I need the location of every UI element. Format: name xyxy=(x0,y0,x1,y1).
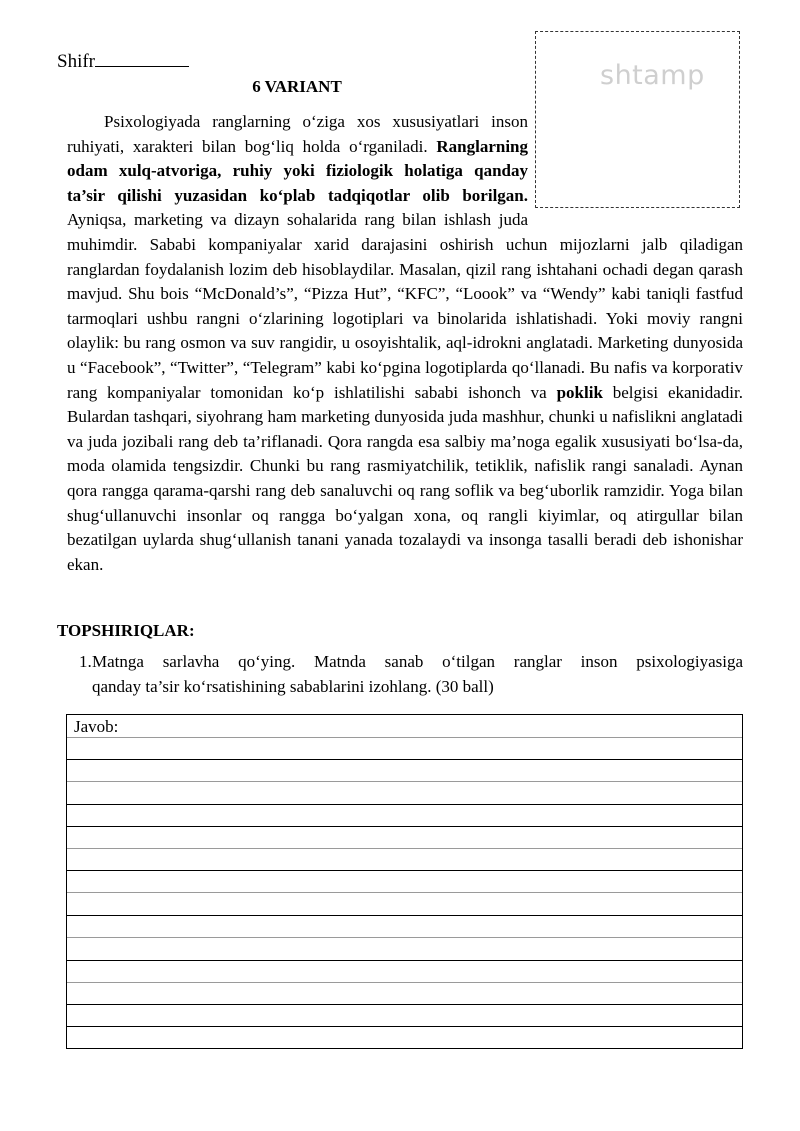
answer-line[interactable] xyxy=(67,848,742,849)
stamp-placeholder: shtamp xyxy=(600,60,705,91)
task-text xyxy=(92,650,743,699)
passage-text-part-2: Ayniqsa, marketing va dizayn sohalarida rang bilan ishlash juda muhimdir. Sababi kompaniyalar xarid darajasini oshirish uchun mijozlarni jalb qiladigan ranglardan foydalanish lozim deb hisoblaydilar. Masalan, qizil rang ishtahani ochadi degan qarash mavjud. Shu bois “McDonald’s”, “Pizza Hut”, “KFC”, “Loook” va “Wendy” kabi taniqli fastfud tarmoqlari ushbu rangni o‘zlarining logotiplari va binolarida ishlatishadi. Yoki moviy rangni olaylik: bu rang osmon va suv rangidir, u osoyishtalik, aql-idrokni anglatadi. Marketing dunyosida u “Facebook”, “Twitter”, “Telegram” kabi ko‘pgina logotiplarda qo‘llanadi. Bu nafis va korporativ rang kompaniyalar tomonidan ko‘p ishlatilishi sababi ishonch va xyxy=(67,210,743,402)
answer-line[interactable] xyxy=(67,915,742,916)
passage-bold-sentence: Ranglarning odam xulq-atvoriga, ruhiy yoki fiziologik holatiga qanday ta’sir qilishi yuzasidan ko‘plab tadqiqotlar olib borilgan. xyxy=(67,136,528,205)
tasks-heading: TOPSHIRIQLAR: xyxy=(57,621,195,640)
answer-line[interactable] xyxy=(67,737,742,738)
answer-line[interactable] xyxy=(67,826,742,827)
task-text-line-2: qanday ta’sir ko‘rsatishining sabablarini izohlang. (30 ball) xyxy=(92,676,494,696)
cipher-blank-line[interactable] xyxy=(95,48,189,67)
answer-line[interactable] xyxy=(67,759,742,760)
task-item xyxy=(79,650,743,699)
task-text-line-1: Matnga sarlavha qo‘ying. Matnda sanab o‘tilgan ranglar inson psixologiyasiga xyxy=(92,652,743,671)
variant-title: 6 VARIANT xyxy=(252,77,342,96)
answer-line[interactable] xyxy=(67,960,742,961)
reading-passage xyxy=(67,110,743,577)
answer-line[interactable] xyxy=(67,1004,742,1005)
answer-line[interactable] xyxy=(67,1026,742,1027)
answer-line[interactable] xyxy=(67,892,742,893)
answer-box[interactable] xyxy=(66,714,743,1049)
passage-text-part-3: belgisi ekanidadir. Bulardan tashqari, siyohrang ham marketing dunyosida juda mashhur, chunki u nafislikni anglatadi va juda jozibali rang deb ta’riflanadi. Qora rangda esa salbiy ma’noga egalik xususiyati bo‘lsa-da, moda olamida tengsizdir. Chunki bu rang rasmiyatchilik, tetiklik, nafislik rangi sanaladi. Aynan qora rangga qarama-qarshi rang deb sanaluvchi oq rang soflik va beg‘uborlik ramzidir. Yoga bilan shug‘ullanuvchi insonlar oq rangga bo‘yalgan xona, oq rangli kiyimlar, oq atirgullar bilan bezatilgan uylarda shug‘ullanish tanani yanada tozalaydi va insonga tasalli beradi deb ishonishar ekan. xyxy=(67,382,744,574)
cipher-field xyxy=(57,48,189,74)
answer-line[interactable] xyxy=(67,781,742,782)
task-number: 1. xyxy=(79,652,92,671)
passage-text-part-1: Psixologiyada ranglarning o‘ziga xos xususiyatlari inson ruhiyati, xarakteri bilan bog‘liq holda o‘rganiladi. xyxy=(67,112,528,156)
answer-label: Javob: xyxy=(74,717,119,736)
stamp-wrap-spacer xyxy=(528,110,743,214)
answer-line[interactable] xyxy=(67,804,742,805)
answer-line[interactable] xyxy=(67,982,742,983)
cipher-label: Shifr xyxy=(57,51,95,72)
passage-bold-word: poklik xyxy=(556,382,603,402)
answer-line[interactable] xyxy=(67,937,742,938)
answer-line[interactable] xyxy=(67,870,742,871)
